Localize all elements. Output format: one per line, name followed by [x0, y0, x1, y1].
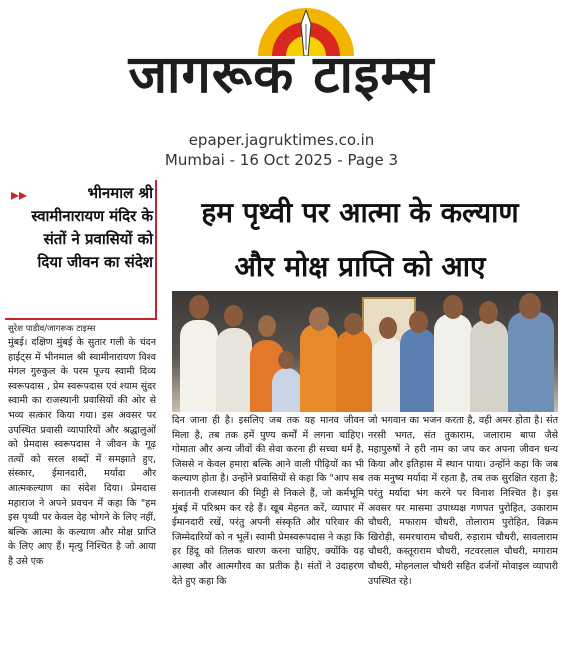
double-arrow-icon: ▸▸	[11, 185, 28, 204]
edition-info	[0, 130, 563, 170]
article-headline	[160, 186, 560, 294]
edition-date-page: Mumbai - 16 Oct 2025 - Page 3	[164, 151, 399, 169]
epaper-url[interactable]: epaper.jagruktimes.co.in	[188, 131, 375, 149]
article-column-1: मुंबई। दक्षिण मुंबई के सुतार गली के चंदन हाईट्स में भीनमाल श्री स्वामीनारायण विश्व मंगल गुरुकुल के परम पूज्य स्वामी दिव्य स्वरूपदास , प्रेम स्वरूपदास एवं श्याम सुंदर स्वामी का राजस्थानी प्रवासियों की ओर से भव्य सत्कार किया गया। इस अवसर पर उपस्थित प्रवासी व्यापारियों और श्रद्धालुओं को प्रेमदास स्वरूपदास ने जीवन के गूढ़ तत्वों को सरल शब्दों में समझाते हुए, संस्कार, ईमानदारी, मर्यादा और आत्मकल्याण का संदेश दिया। प्रेमदास महाराज ने अपने प्रवचन में कहा कि "हम इस पृथ्वी पर केवल देह भोगने के लिए नहीं, बल्कि आत्मा के कल्याण और मोक्ष प्राप्ति के लिए आए हैं। मृत्यु निश्चित है जो आया है उसे एक	[8, 337, 156, 567]
newspaper-title[interactable]: जागरूक टाइम्स	[128, 45, 435, 105]
sidebar-highlight-text: भीनमाल श्री स्वामीनारायण मंदिर के संतों ने प्रवासियों को दिया जीवन का संदेश	[31, 184, 153, 271]
headline-line-1: हम पृथ्वी पर आत्मा के कल्याण	[201, 196, 519, 229]
sidebar-highlight-box	[5, 180, 157, 320]
article-byline: सुरेश पाडीव/जागरूक टाइम्स	[8, 324, 96, 334]
article-column-3: जो भगवान का भजन करता है, वही अमर होता है। संत नरसी भगत, संत तुकाराम, जलाराम बापा जैसे महापुरुषों ने हरी नाम का जप कर अपना जीवन धन्य किया और इतिहास में स्थान पाया। उन्होंने कहा कि जब तक मनुष्य मर्यादा में रहता है, तब तक सुरक्षित रहता है; परंतु मर्यादा भंग करने पर विनाश निश्चित है। इस अवसर पर मासमा उपाध्यक्ष गणपत पुरोहित, उकाराम चौधरी, मफाराम चौधरी, तोलाराम पुरोहित, विक्रम खिरोड़ी, समरथाराम चौधरी, रुड़ाराम चौधरी, सावलाराम चौधरी, कस्तूराराम चौधरी, नटवरलाल चौधरी, मगाराम चौधरी, मोहनलाल चौधरी सहित दर्जनों मोवाइल व्यापारी उपस्थित रहे।	[368, 415, 558, 587]
headline-line-2: और मोक्ष प्राप्ति को आए	[234, 250, 486, 283]
masthead	[0, 0, 563, 124]
article-photo	[172, 291, 558, 412]
article-column-2: दिन जाना ही है। इसलिए जब तक यह मानव जीवन मिला है, तब तक हमें पुण्य कर्मों में लगना चाहिए। गोमाता और अन्य जीवों की सेवा करना ही सच्चा धर्म है, जिससे न केवल हमारा बल्कि आने वाली पीढ़ियों का भी कल्याण होता है। उन्होंने प्रवासियों से कहा कि "आप सब सनातनी राजस्थान की मिट्टी से निकले हैं, जो कर्मभूमि मुंबई में परिश्रम कर रहे हैं। खूब मेहनत करें, व्यापार में ईमानदारी रखें, परंतु अपनी संस्कृति और परिवार की जिम्मेदारियों को न भूलें। स्वामी प्रेमस्वरूपदास ने कहा कि हर हिंदू को तिलक धारण करना चाहिए, क्योंकि यह आस्था और आत्मगौरव का प्रतीक है। संतों ने उदाहरण देते हुए कहा कि	[172, 415, 364, 587]
